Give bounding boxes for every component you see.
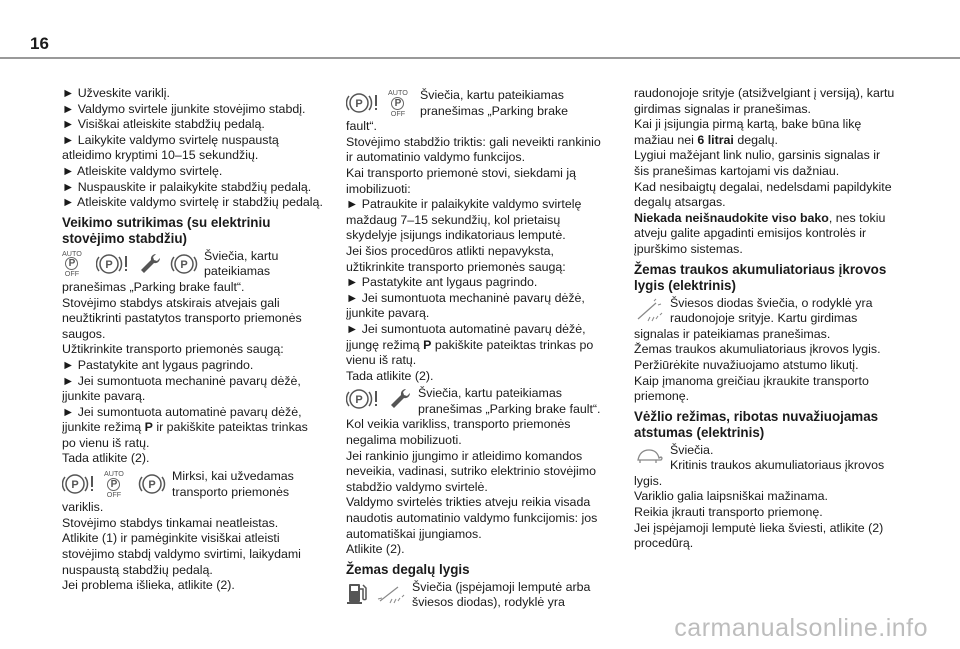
watermark: carmanualsonline.info (674, 614, 928, 642)
paragraph: Variklio galia laipsniškai mažinama. (634, 489, 828, 504)
auto-off-icon: AUTO P OFF (388, 88, 408, 118)
warning-row-3 (346, 88, 608, 119)
paragraph: Reikia įkrauti transporto priemonę. (634, 505, 823, 520)
paragraph: Valdymo svirtelės trikties atveju reikia visada naudotis automatinio valdymo funkcijomis: jos automatiškai įjungiamos. (346, 495, 598, 541)
warning-row-6 (634, 296, 896, 327)
icon-description: Mirksi, kai užvedamas transporto priemonės (172, 469, 294, 499)
paragraph: Atlikite (2). (346, 542, 405, 557)
paragraph: Kad nesibaigtų degalai, nedelsdami papildykite degalų atsargas. (634, 179, 892, 210)
svg-text:P: P (180, 258, 188, 271)
column-2 (346, 86, 608, 611)
gauge-arrow-icon (376, 581, 406, 605)
page-number: 16 (30, 34, 49, 53)
icon-description: Šviečia. Kritinis traukos akumuliatoriaus įkrovos (670, 442, 885, 473)
bullet: ► Jei sumontuota mechaninė pavarų dėžė, įjunkite pavarą. (346, 290, 585, 321)
step: ► Visiškai atleiskite stabdžių pedalą. (62, 117, 265, 132)
warning-row-2 (62, 469, 324, 500)
parking-brake-icon (170, 253, 198, 275)
paragraph: fault“. (346, 119, 377, 134)
wrench-icon (388, 387, 412, 411)
top-rule (0, 57, 960, 59)
paragraph: lygis. (634, 473, 663, 488)
warning-row-1 (62, 249, 324, 280)
warning-row-4 (346, 386, 608, 417)
auto-off-icon: AUTO P OFF (104, 469, 124, 499)
section-heading-low-fuel: Žemas degalų lygis (346, 561, 470, 577)
parking-brake-fault-icon (346, 388, 380, 410)
step: ► Užveskite variklį. (62, 86, 170, 100)
column-1 (62, 86, 324, 594)
bullet: ► Jei sumontuota automatinė pavarų dėžė, įjunkite režimą P ir pakiškite pateiktas trinkas po vienu iš ratų. (62, 404, 308, 450)
svg-text:P: P (105, 258, 113, 271)
icon-description: Šviesos diodas šviečia, o rodyklė yra raudonojoje srityje. Kartu girdimas (670, 295, 873, 326)
wrench-icon (138, 252, 162, 276)
paragraph: Jei įspėjamoji lemputė lieka šviesti, atlikite (2) procedūrą. (634, 520, 884, 551)
svg-text:P: P (71, 479, 79, 492)
svg-text:P: P (148, 479, 156, 492)
turtle-icon (634, 444, 664, 466)
auto-off-icon: AUTO P OFF (62, 248, 82, 279)
fuel-pump-icon (346, 581, 368, 605)
paragraph: Stovėjimo stabdys tinkamai neatleistas. (62, 515, 279, 530)
section-heading-turtle-mode: Vėžlio režimas, ribotas nuvažiuojamas atstumas (elektrinis) (634, 408, 879, 440)
svg-text:P: P (355, 394, 363, 407)
paragraph: variklis. (62, 500, 104, 515)
paragraph: Kai ji įsijungia pirmą kartą, bake būna likę mažiau nei 6 litrai degalų. (634, 117, 862, 147)
icon-description: Šviečia, kartu pateikiamas (204, 248, 279, 279)
paragraph: Žemas traukos akumuliatoriaus įkrovos lygis. (634, 342, 881, 357)
paragraph: Stovėjimo stabdys atskirais atvejais gali neužtikrinti pastatytos transporto priemonės saugos. (62, 295, 302, 341)
step: ► Atleiskite valdymo svirtelę ir stabdžių pedalą. (62, 195, 323, 210)
bullet: ► Pastatykite ant lygaus pagrindo. (346, 275, 538, 290)
bullet: ► Jei sumontuota mechaninė pavarų dėžė, įjunkite pavarą. (62, 373, 301, 404)
paragraph: Kaip įmanoma greičiau įkraukite transporto priemonę. (634, 373, 869, 404)
parking-brake-icon (138, 473, 166, 495)
paragraph: Niekada neišnaudokite viso bako, nes tokiu atveju galite apgadinti emisijos kontrolės ir įpurškimo sistemas. (634, 210, 886, 256)
paragraph: Peržiūrėkite nuvažiuojamo atstumo likutį. (634, 357, 859, 372)
paragraph: Tada atlikite (2). (346, 368, 434, 383)
section-heading-low-battery: Žemas traukos akumuliatoriaus įkrovos lygis (elektrinis) (634, 261, 887, 293)
section-heading-malfunction: Veikimo sutrikimas (su elektriniu stovėjimo stabdžiu) (62, 214, 271, 246)
column-3 (634, 86, 896, 552)
icon-description: Šviečia, kartu pateikiamas pranešimas „Parking brake fault“. (418, 386, 601, 416)
paragraph: Jei problema išlieka, atlikite (2). (62, 578, 235, 593)
warning-row-7 (634, 443, 896, 474)
step: ► Atleiskite valdymo svirtelę. (62, 163, 223, 178)
paragraph: Tada atlikite (2). (62, 451, 150, 466)
step: ► Valdymo svirtele įjunkite stovėjimo stabdį. (62, 101, 306, 116)
bullet: ► Jei sumontuota automatinė pavarų dėžė, įjungę režimą P pakiškite pateiktas trinkas po vienu iš ratų. (346, 321, 594, 368)
parking-brake-fault-icon (96, 253, 130, 275)
paragraph: Stovėjimo stabdžio triktis: gali neveikti rankinio ir automatinio valdymo funkcijos. (346, 134, 601, 165)
step: ► Nuspauskite ir palaikykite stabdžių pedalą. (62, 179, 312, 194)
icon-description: Šviečia, kartu pateikiamas pranešimas „Parking brake (420, 88, 569, 118)
paragraph: raudonojoje srityje (atsižvelgiant į versiją), kartu girdimas signalas ir pranešimas. (634, 86, 895, 116)
paragraph: signalas ir pateikiamas pranešimas. (634, 326, 831, 341)
paragraph: pranešimas „Parking brake fault“. (62, 279, 245, 294)
svg-text:P: P (355, 98, 363, 110)
parking-brake-fault-icon (346, 92, 380, 114)
paragraph: Užtikrinkite transporto priemonės saugą: (62, 342, 284, 357)
paragraph: Jei rankinio įjungimo ir atleidimo komandos neveikia, vadinasi, sutriko elektrinio stovėjimo stabdžio valdymo svirtelė. (346, 448, 596, 494)
icon-description: Šviečia (įspėjamoji lemputė arba šviesos diodas), rodyklė yra (412, 579, 591, 610)
warning-row-5 (346, 580, 608, 611)
gauge-arrow-icon (634, 297, 664, 323)
bullet: ► Pastatykite ant lygaus pagrindo. (62, 357, 254, 372)
bullet: ► Patraukite ir palaikykite valdymo svirtelę maždaug 7–15 sekundžių, kol prietaisų skydelyje įsijungs indikatoriaus lemputė. (346, 197, 582, 243)
parking-brake-fault-icon (62, 473, 96, 495)
paragraph: Kol veikia varikliss, transporto priemonės negalima mobilizuoti. (346, 417, 571, 448)
paragraph: Lygiui mažėjant link nulio, garsinis signalas ir šis pranešimas kartojami vis dažniau. (634, 148, 881, 178)
paragraph: Atlikite (1) ir pamėginkite visiškai atleisti stovėjimo stabdį valdymo svirtimi, laikydami nuspaustą stabdžių pedalą. (62, 531, 301, 577)
paragraph: Jei šios procedūros atlikti nepavyksta, užtikrinkite transporto priemonės saugą: (346, 243, 566, 274)
paragraph: Kai transporto priemonė stovi, siekdami ją imobilizuoti: (346, 165, 577, 196)
step: ► Laikykite valdymo svirtelę nuspaustą atleidimo kryptimi 10–15 sekundžių. (62, 132, 279, 163)
